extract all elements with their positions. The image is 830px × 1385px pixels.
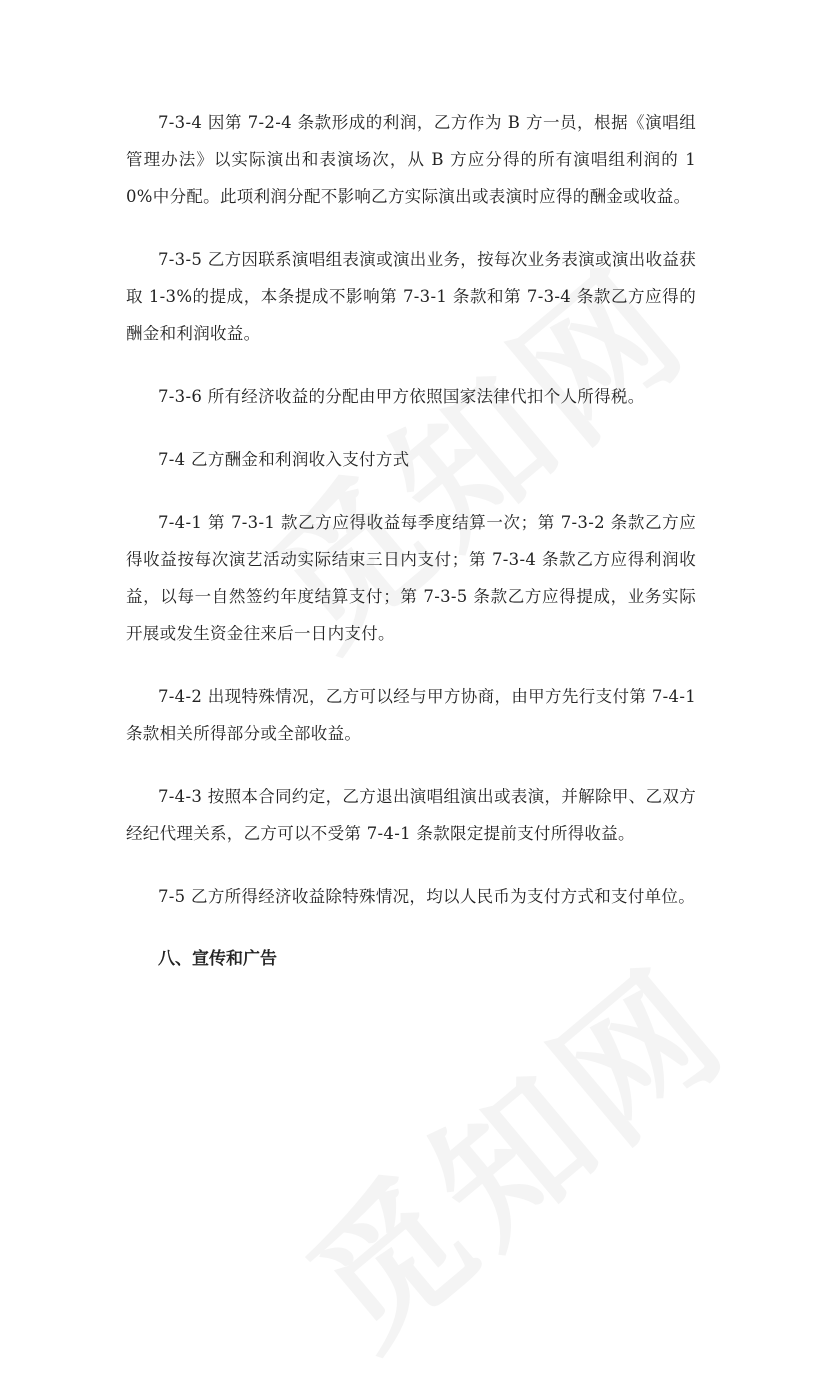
document-body [126, 104, 696, 978]
clause-7-3-4: 7-3-4 因第 7-2-4 条款形成的利润，乙方作为 B 方一员，根据《演唱组管理办法》以实际演出和表演场次，从 B 方应分得的所有演唱组利润的 10%中分配。此项利润分配不影响乙方实际演出或表演时应得的酬金或收益。 [126, 113, 696, 206]
watermark [257, 911, 764, 1385]
clause-7-4-1: 7-4-1 第 7-3-1 款乙方应得收益每季度结算一次；第 7-3-2 条款乙方应得收益按每次演艺活动实际结束三日内支付；第 7-3-4 条款乙方应得利润收益，以每一自然签约年度结算支付；第 7-3-5 条款乙方应得提成，业务实际开展或发生资金往来后一日内支付。 [126, 513, 696, 643]
clause-7-3-6: 7-3-6 所有经济收益的分配由甲方依照国家法律代扣个人所得税。 [158, 387, 645, 406]
clause-7-3-5: 7-3-5 乙方因联系演唱组表演或演出业务，按每次业务表演或演出收益获取 1-3%的提成，本条提成不影响第 7-3-1 条款和第 7-3-4 条款乙方应得的酬金和利润收益。 [126, 250, 696, 343]
clause-7-5: 7-5 乙方所得经济收益除特殊情况，均以人民币为支付方式和支付单位。 [158, 887, 696, 906]
section-heading: 八、宣传和广告 [158, 949, 277, 969]
clause-7-4-3: 7-4-3 按照本合同约定，乙方退出演唱组演出或表演，并解除甲、乙双方经纪代理关系，乙方可以不受第 7-4-1 条款限定提前支付所得收益。 [126, 787, 696, 843]
clause-7-4-2: 7-4-2 出现特殊情况，乙方可以经与甲方协商，由甲方先行支付第 7-4-1 条款相关所得部分或全部收益。 [126, 687, 696, 743]
clause-7-4: 7-4 乙方酬金和利润收入支付方式 [158, 450, 410, 469]
